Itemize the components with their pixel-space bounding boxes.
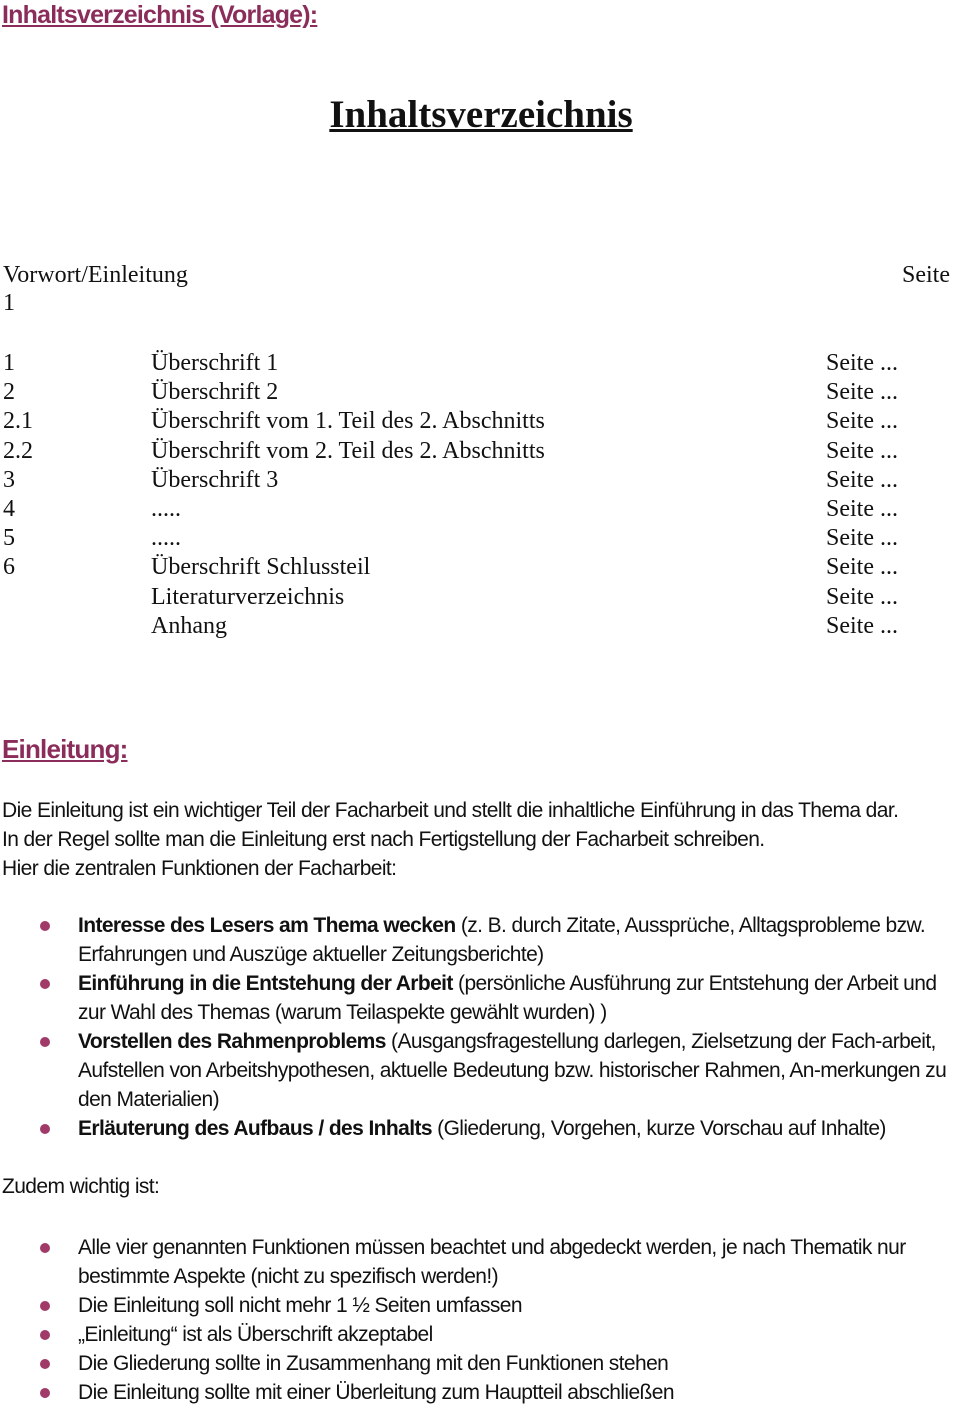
toc-page: Seite ... (826, 408, 898, 435)
item-text: (z. B. durch Zitate, Aussprüche, Alltagsprobleme bzw. Erfahrungen und Auszüge aktueller Zeitungsberichte) (78, 914, 926, 966)
toc-row (3, 525, 950, 554)
item-keyword: Einführung in die Entstehung der Arbeit (78, 972, 453, 995)
toc-row (3, 379, 950, 408)
document-header: Inhaltsverzeichnis (Vorlage): (2, 1, 318, 29)
toc-row (3, 350, 950, 379)
list-item (0, 911, 955, 969)
toc-number: 2.2 (3, 437, 33, 464)
functions-list (0, 911, 955, 1143)
toc-title: Literaturverzeichnis (151, 583, 345, 610)
toc-page: Seite ... (826, 437, 898, 464)
page-title: Inhaltsverzeichnis (329, 93, 633, 136)
toc-title: Überschrift 2 (151, 379, 279, 406)
paragraph-line: Hier die zentralen Funktionen der Facharbeit: (2, 857, 397, 880)
bullet-icon (40, 1124, 50, 1134)
toc-intro-title: Vorwort/Einleitung (3, 262, 188, 288)
list-item (0, 1233, 955, 1291)
toc-row (3, 496, 950, 525)
list-item (0, 1027, 955, 1114)
toc-title: Überschrift Schlussteil (151, 554, 371, 581)
toc-row (3, 408, 950, 437)
toc-intro-page: 1 (3, 290, 15, 316)
toc-number: 4 (3, 496, 15, 522)
bullet-icon (40, 1037, 50, 1047)
item-keyword: Vorstellen des Rahmenproblems (78, 1030, 386, 1053)
toc-title: ..... (151, 525, 181, 552)
toc-number: 2.1 (3, 408, 33, 435)
bullet-icon (40, 1388, 50, 1398)
list-item (0, 969, 955, 1027)
item-text: Die Einleitung sollte mit einer Überleitung zum Hauptteil abschließen (78, 1381, 674, 1404)
item-text: Die Einleitung soll nicht mehr 1 ½ Seiten umfassen (78, 1294, 522, 1317)
item-keyword: Erläuterung des Aufbaus / des Inhalts (78, 1117, 432, 1140)
toc-title: ..... (151, 496, 181, 522)
toc-row (3, 554, 950, 583)
list-item (0, 1320, 955, 1349)
bullet-icon (40, 1330, 50, 1340)
toc-page: Seite ... (826, 350, 898, 376)
toc-page: Seite ... (826, 554, 898, 581)
toc-title: Überschrift vom 1. Teil des 2. Abschnitts (151, 408, 545, 435)
bullet-icon (40, 921, 50, 931)
toc-page: Seite ... (826, 612, 898, 639)
item-text: „Einleitung“ ist als Überschrift akzeptabel (78, 1323, 433, 1346)
list-item (0, 1349, 955, 1378)
bullet-icon (40, 1243, 50, 1253)
toc-row (3, 613, 950, 642)
toc-title: Überschrift 1 (151, 350, 279, 376)
toc-page: Seite ... (826, 379, 898, 406)
toc-page: Seite ... (826, 466, 898, 493)
notes-list (0, 1233, 955, 1407)
list-item (0, 1291, 955, 1320)
paragraph-line: In der Regel sollte man die Einleitung erst nach Fertigstellung der Facharbeit schreiben. (2, 828, 765, 851)
toc-page: Seite ... (826, 496, 898, 522)
toc-intro-page-label: Seite (902, 262, 950, 288)
bullet-icon (40, 1301, 50, 1311)
item-keyword: Interesse des Lesers am Thema wecken (78, 914, 456, 937)
list-item (0, 1114, 955, 1143)
toc-number: 6 (3, 554, 15, 581)
toc-row (3, 467, 950, 496)
list-item (0, 1378, 955, 1407)
bullet-icon (40, 979, 50, 989)
toc-number: 5 (3, 525, 15, 552)
intro-paragraph (2, 796, 898, 883)
toc-number: 1 (3, 350, 15, 376)
bullet-icon (40, 1359, 50, 1369)
item-text: Die Gliederung sollte in Zusammenhang mit den Funktionen stehen (78, 1352, 669, 1375)
toc-title: Überschrift vom 2. Teil des 2. Abschnitts (151, 437, 545, 464)
toc-row (3, 438, 950, 467)
toc-intro-row (3, 262, 950, 317)
zudem-label: Zudem wichtig ist: (2, 1175, 160, 1198)
section-heading: Einleitung: (2, 734, 128, 764)
item-text: (Ausgangsfragestellung darlegen, Zielsetzung der Fach-arbeit, Aufstellen von Arbeitshypothesen, aktuelle Bedeutung bzw. historischer Rahmen, An-merkungen zu den Materialien) (78, 1030, 947, 1111)
toc-title: Anhang (151, 612, 227, 639)
paragraph-line: Die Einleitung ist ein wichtiger Teil der Facharbeit und stellt die inhaltliche Einführung in das Thema dar. (2, 799, 899, 822)
toc-title: Überschrift 3 (151, 466, 279, 493)
item-text: (persönliche Ausführung zur Entstehung der Arbeit und zur Wahl des Themas (warum Teilaspekte gewählt wurden) ) (78, 972, 937, 1024)
toc-number: 2 (3, 379, 15, 406)
toc-number: 3 (3, 466, 15, 493)
item-text: (Gliederung, Vorgehen, kurze Vorschau auf Inhalte) (431, 1117, 886, 1140)
toc-page: Seite ... (826, 583, 898, 610)
item-text: Alle vier genannten Funktionen müssen beachtet und abgedeckt werden, je nach Thematik nur bestimmte Aspekte (nicht zu spezifisch werden!) (78, 1236, 906, 1288)
toc-page: Seite ... (826, 525, 898, 552)
toc-row (3, 584, 950, 613)
